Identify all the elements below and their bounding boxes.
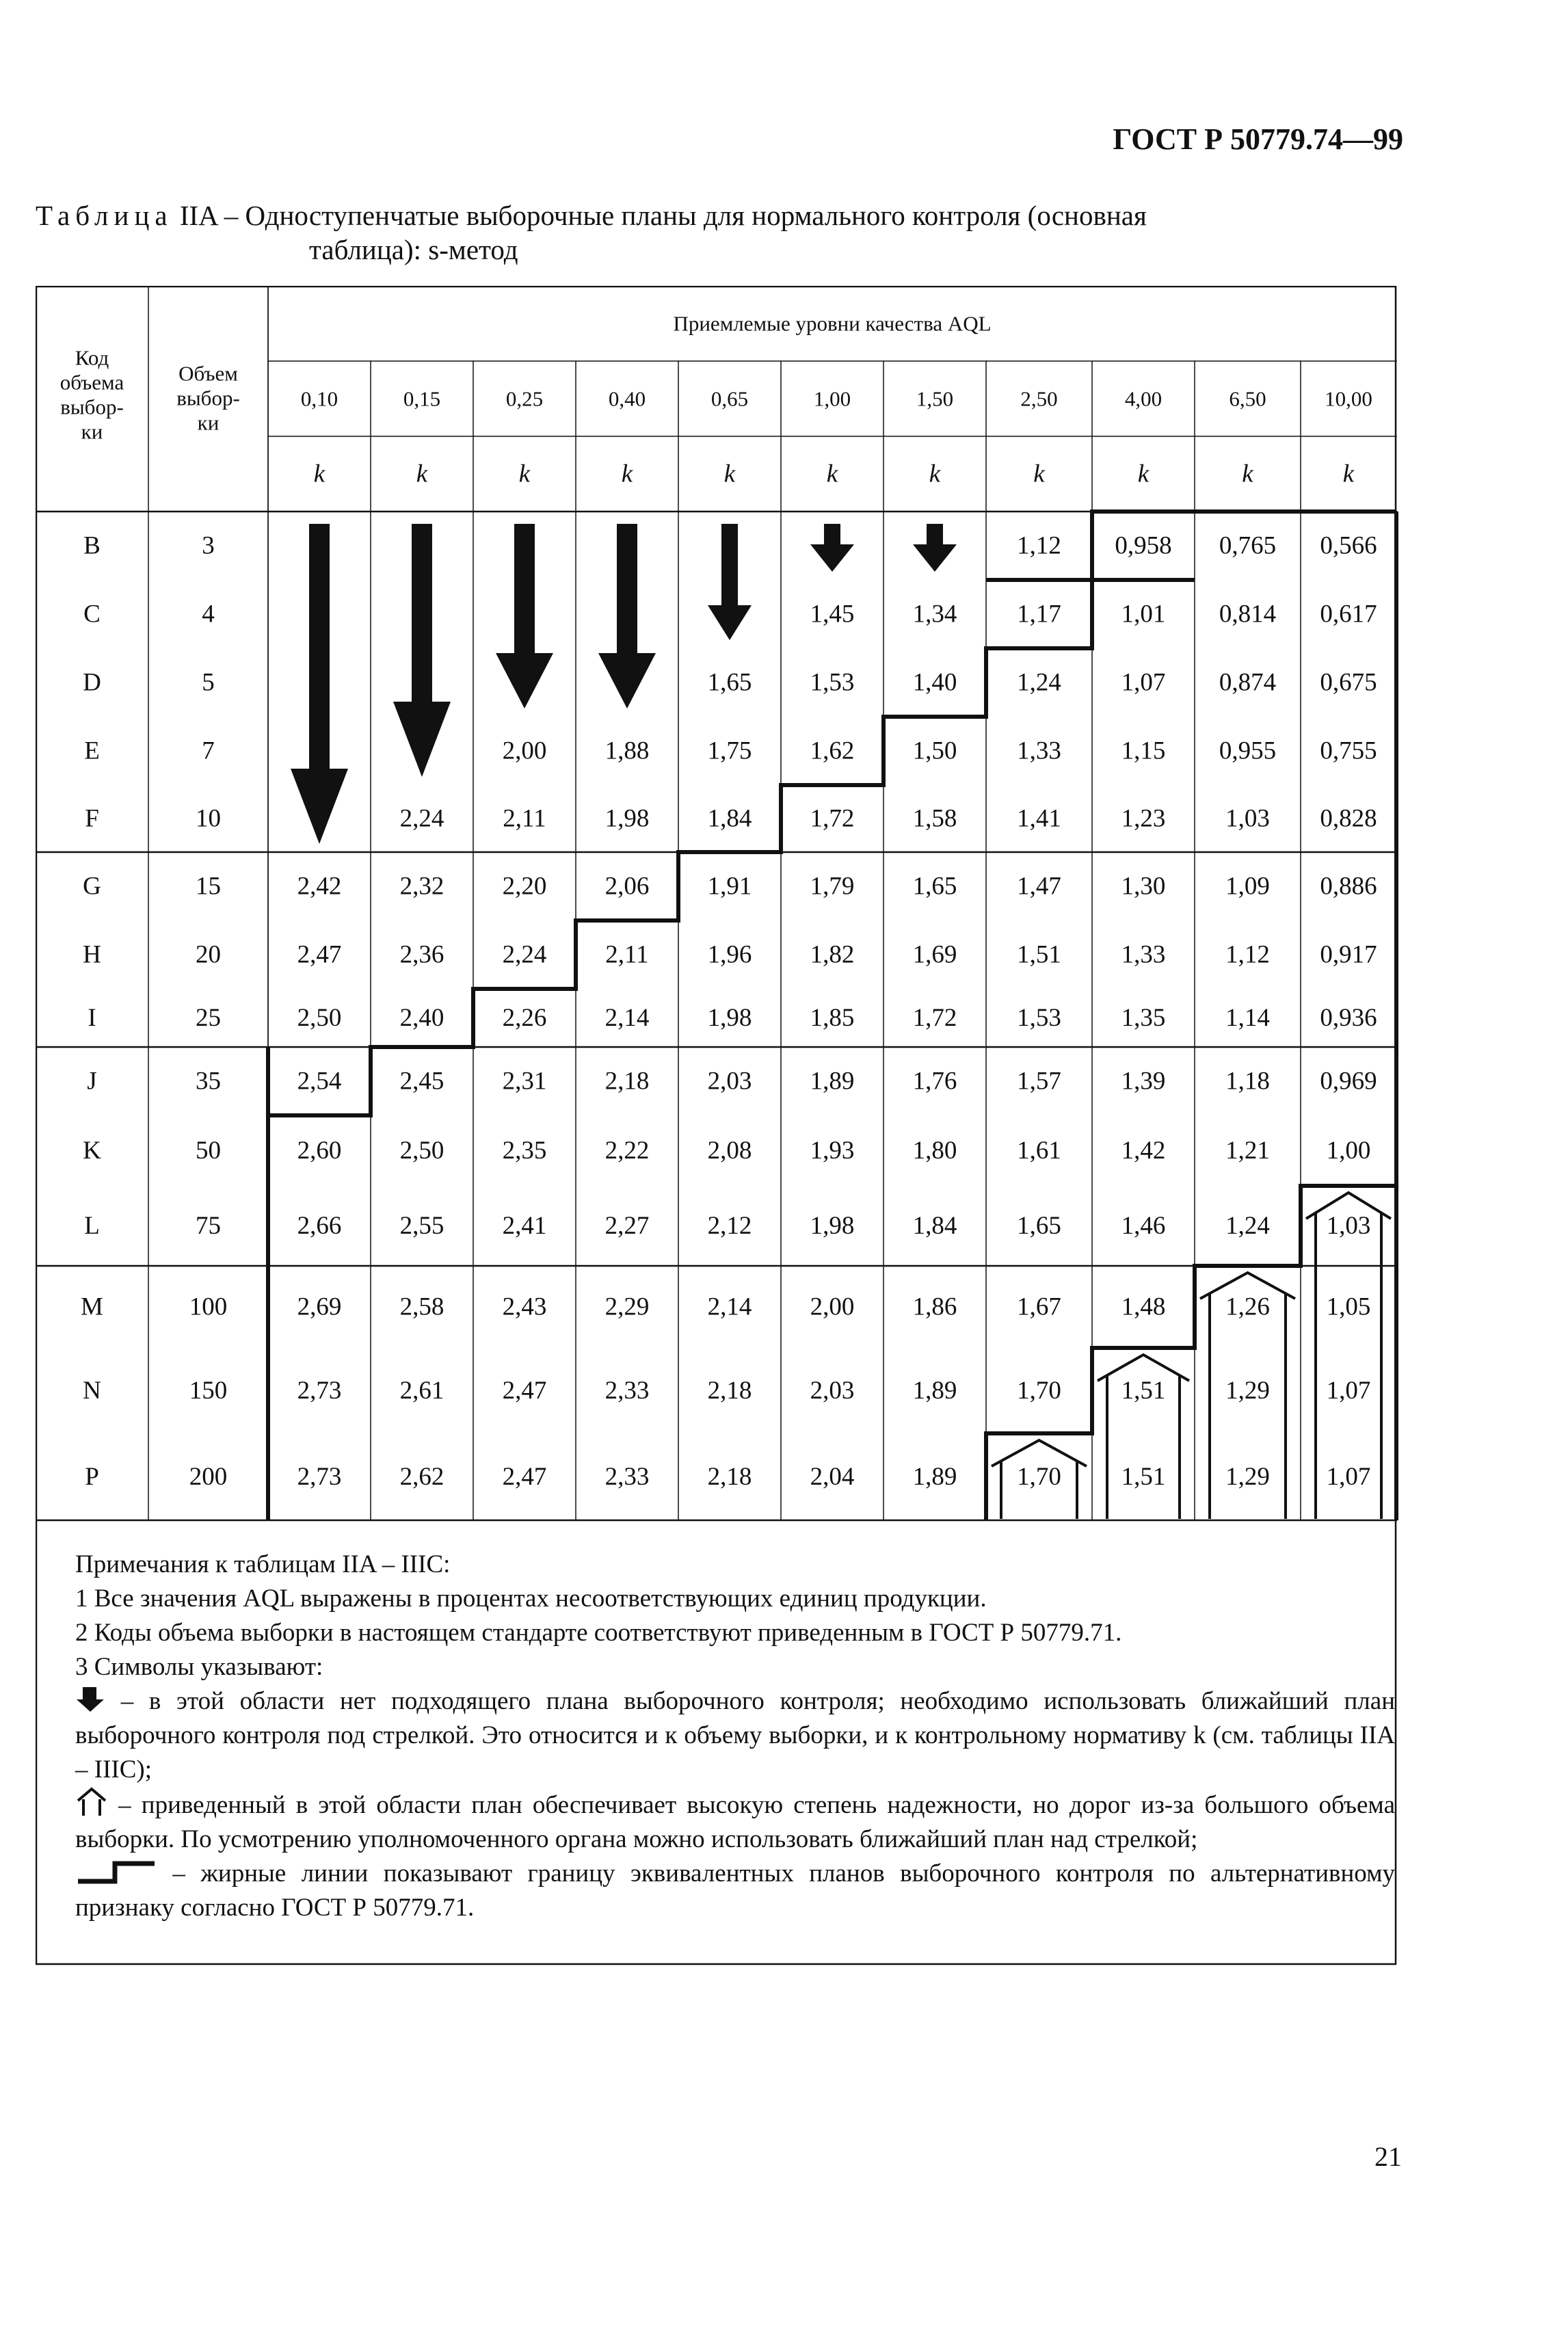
k-value: 1,41 bbox=[1017, 804, 1061, 833]
k-value: 2,73 bbox=[297, 1463, 342, 1491]
sample-code-letter: F bbox=[85, 804, 99, 833]
k-value: 2,00 bbox=[810, 1293, 855, 1321]
k-value: 1,89 bbox=[912, 1377, 957, 1405]
sample-size-value: 15 bbox=[196, 872, 221, 901]
aql-value: 1,50 bbox=[916, 386, 954, 411]
k-value: 1,85 bbox=[810, 1004, 855, 1032]
aql-value: 10,00 bbox=[1325, 386, 1372, 411]
sample-size-value: 7 bbox=[202, 737, 215, 765]
down-arrow bbox=[810, 524, 854, 572]
k-value: 1,12 bbox=[1225, 940, 1270, 969]
sample-size-value: 5 bbox=[202, 668, 215, 697]
k-value: 1,48 bbox=[1121, 1293, 1166, 1321]
k-value: 2,41 bbox=[502, 1212, 547, 1240]
k-value: 2,18 bbox=[604, 1067, 650, 1096]
k-value: 0,814 bbox=[1219, 600, 1277, 628]
k-value: 1,62 bbox=[810, 737, 855, 765]
sample-size-value: 75 bbox=[196, 1212, 221, 1240]
k-value: 2,47 bbox=[502, 1463, 547, 1491]
k-value: 1,42 bbox=[1121, 1137, 1166, 1165]
note-up-arrow-text: – приведенный в этой области план обеспечивает высокую степень надежности, но дорог из-за большого объема выборки. По усмотрению уполномоченного органа можно использовать ближайший план над стрелкой; bbox=[75, 1791, 1396, 1853]
k-value: 2,61 bbox=[399, 1377, 444, 1405]
sample-size-value: 3 bbox=[202, 531, 215, 560]
k-value: 1,14 bbox=[1225, 1004, 1270, 1032]
caption-label: Таблица bbox=[36, 200, 173, 231]
k-value: 1,70 bbox=[1017, 1463, 1061, 1491]
k-label: k bbox=[621, 460, 633, 488]
caption-line-2: таблица): s-метод bbox=[309, 234, 518, 265]
k-value: 0,936 bbox=[1320, 1004, 1377, 1032]
k-value: 1,24 bbox=[1017, 668, 1061, 697]
k-label: k bbox=[518, 460, 531, 488]
k-value: 0,566 bbox=[1320, 531, 1377, 560]
sample-size-value: 4 bbox=[202, 600, 215, 628]
k-value: 2,06 bbox=[604, 872, 650, 901]
k-value: 0,765 bbox=[1219, 531, 1277, 560]
k-value: 1,07 bbox=[1121, 668, 1166, 697]
sample-size-value: 100 bbox=[189, 1293, 228, 1321]
equivalence-boundary bbox=[268, 580, 1195, 1115]
down-arrow bbox=[393, 524, 451, 777]
aql-value: 0,65 bbox=[710, 386, 749, 411]
k-label: k bbox=[929, 460, 941, 488]
k-value: 2,11 bbox=[605, 940, 649, 969]
k-value: 1,98 bbox=[810, 1212, 855, 1240]
note-2: 2 Коды объема выборки в настоящем стандарте соответствуют приведенным в ГОСТ Р 50779.71. bbox=[75, 1619, 1122, 1647]
notes-title: Примечания к таблицам IIA – IIIC: bbox=[75, 1550, 451, 1578]
k-value: 2,47 bbox=[297, 940, 342, 969]
sample-code-letter: J bbox=[87, 1067, 97, 1096]
note-up-arrow bbox=[75, 1787, 1395, 1857]
k-value: 1,72 bbox=[810, 804, 855, 833]
k-label: k bbox=[826, 460, 838, 488]
k-value: 1,01 bbox=[1121, 600, 1166, 628]
k-value: 2,33 bbox=[604, 1377, 650, 1405]
k-value: 1,45 bbox=[810, 600, 855, 628]
sample-code-letter: D bbox=[83, 668, 101, 697]
note-3: 3 Символы указывают: bbox=[75, 1653, 323, 1681]
k-label: k bbox=[723, 460, 736, 488]
column-header-sample-code: Код bbox=[75, 345, 109, 370]
k-value: 2,40 bbox=[399, 1004, 444, 1032]
k-value: 1,12 bbox=[1017, 531, 1061, 560]
k-value: 2,18 bbox=[707, 1377, 752, 1405]
note-bold-line-text: – жирные линии показывают границу эквивалентных планов выборочного контроля по альтернативному признаку согласно ГОСТ Р 50779.71. bbox=[75, 1859, 1396, 1922]
column-header-sample-size: ки bbox=[197, 410, 220, 435]
aql-value: 0,10 bbox=[300, 386, 338, 411]
sample-code-letter: P bbox=[85, 1463, 99, 1491]
k-value: 2,22 bbox=[604, 1137, 650, 1165]
k-value: 1,39 bbox=[1121, 1067, 1166, 1096]
sample-size-value: 20 bbox=[196, 940, 221, 969]
aql-value: 0,40 bbox=[608, 386, 646, 411]
k-value: 1,88 bbox=[604, 737, 650, 765]
sample-size-value: 200 bbox=[189, 1463, 228, 1491]
k-value: 0,969 bbox=[1320, 1067, 1377, 1096]
k-value: 2,32 bbox=[399, 872, 444, 901]
sample-code-letter: M bbox=[81, 1293, 103, 1321]
aql-value: 0,25 bbox=[505, 386, 544, 411]
k-label: k bbox=[1137, 460, 1150, 488]
k-value: 1,86 bbox=[912, 1293, 957, 1321]
k-value: 1,80 bbox=[912, 1137, 957, 1165]
up-arrow-icon bbox=[75, 1787, 108, 1817]
k-value: 0,958 bbox=[1115, 531, 1172, 560]
k-value: 0,917 bbox=[1320, 940, 1377, 969]
k-value: 2,66 bbox=[297, 1212, 342, 1240]
k-value: 2,04 bbox=[810, 1463, 855, 1491]
k-label: k bbox=[1342, 460, 1355, 488]
k-value: 1,29 bbox=[1225, 1463, 1270, 1491]
k-value: 1,29 bbox=[1225, 1377, 1270, 1405]
k-value: 1,05 bbox=[1326, 1293, 1371, 1321]
k-value: 1,67 bbox=[1017, 1293, 1061, 1321]
k-value: 1,51 bbox=[1121, 1377, 1166, 1405]
k-value: 1,65 bbox=[912, 872, 957, 901]
k-value: 2,00 bbox=[502, 737, 547, 765]
column-header-sample-code: объема bbox=[59, 370, 124, 395]
k-value: 2,54 bbox=[297, 1067, 342, 1096]
caption-line-1: IIA – Одноступенчатые выборочные планы для нормального контроля (основная bbox=[179, 200, 1147, 231]
aql-value: 6,50 bbox=[1229, 386, 1266, 411]
k-value: 2,08 bbox=[707, 1137, 752, 1165]
k-value: 1,07 bbox=[1326, 1463, 1371, 1491]
k-value: 0,755 bbox=[1320, 737, 1377, 765]
k-value: 1,03 bbox=[1326, 1212, 1371, 1240]
k-value: 2,18 bbox=[707, 1463, 752, 1491]
k-value: 1,98 bbox=[604, 804, 650, 833]
note-down-arrow bbox=[75, 1684, 1395, 1787]
k-value: 1,84 bbox=[912, 1212, 957, 1240]
k-value: 1,23 bbox=[1121, 804, 1166, 833]
note-down-arrow-text: – в этой области нет подходящего плана выборочного контроля; необходимо использовать ближайший план выборочного контроля под стрелкой. Это относится и к объему выборки, и к контрольному нормативу k (см. таблицы IIA – IIIC); bbox=[75, 1687, 1395, 1784]
aql-value: 0,15 bbox=[403, 386, 441, 411]
sample-size-value: 50 bbox=[196, 1137, 221, 1165]
k-value: 2,36 bbox=[399, 940, 444, 969]
sample-code-letter: B bbox=[83, 531, 101, 560]
k-value: 1,96 bbox=[707, 940, 752, 969]
k-value: 2,11 bbox=[503, 804, 546, 833]
k-value: 1,26 bbox=[1225, 1293, 1270, 1321]
down-arrow bbox=[496, 524, 553, 708]
k-value: 2,24 bbox=[502, 940, 547, 969]
k-value: 1,75 bbox=[707, 737, 752, 765]
k-value: 1,00 bbox=[1326, 1137, 1371, 1165]
k-value: 2,55 bbox=[399, 1212, 444, 1240]
sample-code-letter: C bbox=[83, 600, 101, 628]
table-caption bbox=[36, 198, 1376, 267]
note-1: 1 Все значения AQL выражены в процентах несоответствующих единиц продукции. bbox=[75, 1585, 987, 1613]
k-value: 2,43 bbox=[502, 1293, 547, 1321]
k-value: 2,27 bbox=[604, 1212, 650, 1240]
sample-code-letter: K bbox=[83, 1137, 101, 1165]
aql-header-title: Приемлемые уровни качества AQL bbox=[673, 311, 992, 336]
k-value: 1,79 bbox=[810, 872, 855, 901]
k-value: 1,17 bbox=[1017, 600, 1061, 628]
document-code: ГОСТ Р 50779.74—99 bbox=[1113, 122, 1403, 156]
page-number: 21 bbox=[1374, 2141, 1402, 2172]
k-value: 1,76 bbox=[912, 1067, 957, 1096]
k-value: 0,886 bbox=[1320, 872, 1377, 901]
k-value: 1,51 bbox=[1017, 940, 1061, 969]
k-value: 0,675 bbox=[1320, 668, 1377, 697]
k-value: 2,24 bbox=[399, 804, 444, 833]
k-value: 1,47 bbox=[1017, 872, 1061, 901]
k-value: 2,58 bbox=[399, 1293, 444, 1321]
sample-size-value: 25 bbox=[196, 1004, 221, 1032]
k-value: 1,40 bbox=[912, 668, 957, 697]
sample-size-value: 150 bbox=[189, 1377, 228, 1405]
k-value: 2,35 bbox=[502, 1137, 547, 1165]
sample-size-value: 10 bbox=[196, 804, 221, 833]
k-value: 1,70 bbox=[1017, 1377, 1061, 1405]
k-value: 2,50 bbox=[399, 1137, 444, 1165]
k-value: 1,51 bbox=[1121, 1463, 1166, 1491]
k-value: 1,35 bbox=[1121, 1004, 1166, 1032]
k-value: 2,03 bbox=[810, 1377, 855, 1405]
sample-code-letter: L bbox=[84, 1212, 100, 1240]
aql-value: 1,00 bbox=[813, 386, 851, 411]
down-arrow-icon bbox=[75, 1686, 105, 1713]
k-value: 0,828 bbox=[1320, 804, 1377, 833]
k-value: 1,33 bbox=[1017, 737, 1061, 765]
k-value: 2,45 bbox=[399, 1067, 444, 1096]
k-value: 1,69 bbox=[912, 940, 957, 969]
k-label: k bbox=[416, 460, 428, 488]
k-value: 1,03 bbox=[1225, 804, 1270, 833]
k-value: 2,33 bbox=[604, 1463, 650, 1491]
k-value: 1,53 bbox=[1017, 1004, 1061, 1032]
k-value: 1,98 bbox=[707, 1004, 752, 1032]
down-arrow bbox=[913, 524, 957, 572]
k-value: 1,84 bbox=[707, 804, 752, 833]
column-header-sample-code: ки bbox=[81, 419, 103, 444]
k-value: 2,62 bbox=[399, 1463, 444, 1491]
k-value: 1,46 bbox=[1121, 1212, 1166, 1240]
k-value: 1,72 bbox=[912, 1004, 957, 1032]
k-value: 2,12 bbox=[707, 1212, 752, 1240]
k-value: 2,14 bbox=[604, 1004, 650, 1032]
k-value: 1,15 bbox=[1121, 737, 1166, 765]
k-value: 2,50 bbox=[297, 1004, 342, 1032]
k-value: 2,47 bbox=[502, 1377, 547, 1405]
k-value: 2,73 bbox=[297, 1377, 342, 1405]
k-value: 2,42 bbox=[297, 872, 342, 901]
k-value: 1,21 bbox=[1225, 1137, 1270, 1165]
k-value: 1,07 bbox=[1326, 1377, 1371, 1405]
bold-step-line-icon bbox=[75, 1858, 157, 1885]
k-label: k bbox=[313, 460, 325, 488]
k-value: 2,26 bbox=[502, 1004, 547, 1032]
k-value: 2,14 bbox=[707, 1293, 752, 1321]
sample-code-letter: I bbox=[88, 1004, 96, 1032]
k-value: 1,24 bbox=[1225, 1212, 1270, 1240]
table-notes bbox=[75, 1548, 1395, 1925]
k-value: 1,65 bbox=[1017, 1212, 1061, 1240]
sample-size-value: 35 bbox=[196, 1067, 221, 1096]
column-header-sample-size: выбор- bbox=[176, 386, 240, 410]
k-value: 1,65 bbox=[707, 668, 752, 697]
k-value: 2,29 bbox=[604, 1293, 650, 1321]
k-value: 2,03 bbox=[707, 1067, 752, 1096]
k-value: 1,89 bbox=[810, 1067, 855, 1096]
k-value: 2,69 bbox=[297, 1293, 342, 1321]
k-value: 1,34 bbox=[912, 600, 957, 628]
k-label: k bbox=[1033, 460, 1045, 488]
k-value: 1,89 bbox=[912, 1463, 957, 1491]
down-arrow bbox=[291, 524, 348, 844]
k-value: 1,50 bbox=[912, 737, 957, 765]
aql-value: 2,50 bbox=[1020, 386, 1058, 411]
k-value: 1,33 bbox=[1121, 940, 1166, 969]
column-header-sample-size: Объем bbox=[178, 361, 238, 386]
k-value: 1,82 bbox=[810, 940, 855, 969]
sample-code-letter: N bbox=[83, 1377, 101, 1405]
k-value: 1,91 bbox=[707, 872, 752, 901]
k-value: 2,31 bbox=[502, 1067, 547, 1096]
down-arrow bbox=[708, 524, 752, 640]
k-value: 1,58 bbox=[912, 804, 957, 833]
sample-code-letter: G bbox=[83, 872, 101, 901]
k-value: 0,617 bbox=[1320, 600, 1377, 628]
down-arrow bbox=[598, 524, 656, 708]
k-value: 2,20 bbox=[502, 872, 547, 901]
note-bold-line bbox=[75, 1857, 1395, 1925]
sample-code-letter: H bbox=[83, 940, 101, 969]
k-value: 1,09 bbox=[1225, 872, 1270, 901]
k-value: 0,955 bbox=[1219, 737, 1277, 765]
k-value: 1,30 bbox=[1121, 872, 1166, 901]
k-label: k bbox=[1242, 460, 1253, 488]
k-value: 1,18 bbox=[1225, 1067, 1270, 1096]
sample-code-letter: E bbox=[84, 737, 100, 765]
k-value: 1,57 bbox=[1017, 1067, 1061, 1096]
k-value: 2,60 bbox=[297, 1137, 342, 1165]
k-value: 1,61 bbox=[1017, 1137, 1061, 1165]
k-value: 1,53 bbox=[810, 668, 855, 697]
k-value: 0,874 bbox=[1219, 668, 1277, 697]
column-header-sample-code: выбор- bbox=[60, 395, 124, 419]
aql-value: 4,00 bbox=[1124, 386, 1162, 411]
k-value: 1,93 bbox=[810, 1137, 855, 1165]
